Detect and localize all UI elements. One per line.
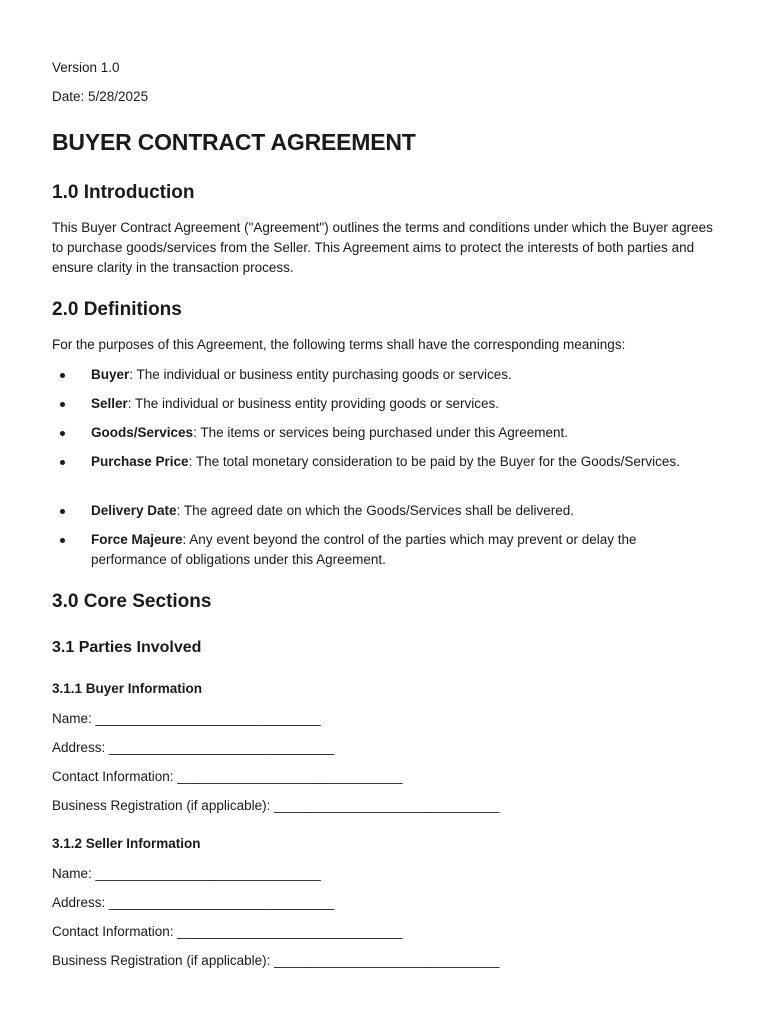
bullet-icon xyxy=(60,373,65,378)
bullet-icon xyxy=(60,402,65,407)
list-item xyxy=(52,530,692,570)
list-item xyxy=(52,365,692,385)
definition-text: : The agreed date on which the Goods/Services shall be delivered. xyxy=(176,503,575,518)
list-item xyxy=(52,452,692,472)
version-label: Version 1.0 xyxy=(52,60,120,75)
definitions-heading: 2.0 Definitions xyxy=(52,299,182,320)
seller-name-field: Name: ______________________________ xyxy=(52,866,321,881)
definition-term: Delivery Date xyxy=(91,503,177,518)
date-label: Date: 5/28/2025 xyxy=(52,89,149,104)
introduction-paragraph: This Buyer Contract Agreement ("Agreement") outlines the terms and conditions under which the Buyer agrees to purchase goods/services from the Seller. This Agreement aims to protect the interests of both parties and ensure clarity in the transaction process. xyxy=(52,220,713,275)
definition-text: : The individual or business entity providing goods or services. xyxy=(127,396,499,411)
definition-text: : The individual or business entity purchasing goods or services. xyxy=(129,367,512,382)
parties-involved-heading: 3.1 Parties Involved xyxy=(52,639,202,656)
definition-term: Seller xyxy=(91,396,128,411)
document-title: BUYER CONTRACT AGREEMENT xyxy=(52,129,416,155)
buyer-address-field: Address: ______________________________ xyxy=(52,740,335,755)
definition-text: : The items or services being purchased under this Agreement. xyxy=(193,425,569,440)
definition-text: : The total monetary consideration to be paid by the Buyer for the Goods/Services. xyxy=(188,454,680,469)
core-sections-heading: 3.0 Core Sections xyxy=(52,591,212,612)
buyer-name-field: Name: ______________________________ xyxy=(52,711,321,726)
seller-registration-field: Business Registration (if applicable): ______________________________ xyxy=(52,953,500,968)
definition-term: Goods/Services xyxy=(91,425,194,440)
bullet-icon xyxy=(60,509,65,514)
bullet-icon xyxy=(60,431,65,436)
definition-text: : Any event beyond the control of the parties which may prevent or delay the performance of obligations under this Agreement. xyxy=(91,532,637,567)
bullet-icon xyxy=(60,538,65,543)
seller-address-field: Address: ______________________________ xyxy=(52,895,335,910)
seller-info-heading: 3.1.2 Seller Information xyxy=(52,836,201,851)
seller-contact-field: Contact Information: ______________________________ xyxy=(52,924,403,939)
list-item xyxy=(52,423,692,443)
list-item xyxy=(52,501,692,521)
buyer-registration-field: Business Registration (if applicable): ______________________________ xyxy=(52,798,500,813)
buyer-info-heading: 3.1.1 Buyer Information xyxy=(52,681,203,696)
definition-term: Force Majeure xyxy=(91,532,183,547)
buyer-contact-field: Contact Information: ______________________________ xyxy=(52,769,403,784)
bullet-icon xyxy=(60,460,65,465)
definitions-intro: For the purposes of this Agreement, the following terms shall have the corresponding meanings: xyxy=(52,337,626,352)
definition-term: Buyer xyxy=(91,367,130,382)
list-item xyxy=(52,394,692,414)
introduction-heading: 1.0 Introduction xyxy=(52,182,195,203)
definition-term: Purchase Price xyxy=(91,454,189,469)
